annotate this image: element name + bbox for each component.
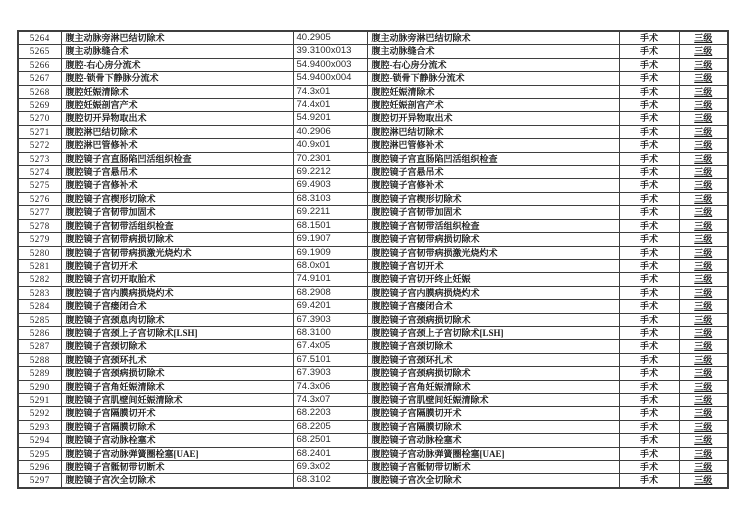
grade-cell: 三级 (679, 353, 728, 366)
grade-cell: 三级 (679, 99, 728, 112)
sequence-number-cell: 5288 (18, 353, 61, 366)
procedure-name-cell: 腹主动脉缝合术 (61, 45, 293, 58)
procedure-code-cell: 68.2908 (293, 286, 367, 299)
category-cell: 手术 (619, 474, 679, 488)
grade-cell: 三级 (679, 273, 728, 286)
table-row (18, 474, 728, 488)
grade-cell: 三级 (679, 367, 728, 380)
grade-cell: 三级 (679, 152, 728, 165)
sequence-number-cell: 5289 (18, 367, 61, 380)
table-row (18, 179, 728, 192)
procedure-name-cell: 腹腔镜子宫韧带活组织检查 (61, 219, 293, 232)
procedure-code-cell: 67.3903 (293, 313, 367, 326)
grade-cell: 三级 (679, 434, 728, 447)
standard-procedure-name-cell: 腹腔镜子宫颈切除术 (367, 340, 619, 353)
table-row (18, 233, 728, 246)
procedure-code-cell: 40.9x01 (293, 139, 367, 152)
sequence-number-cell: 5265 (18, 45, 61, 58)
table-row (18, 219, 728, 232)
category-cell: 手术 (619, 367, 679, 380)
standard-procedure-name-cell: 腹腔镜子宫直肠陷凹活组织检查 (367, 152, 619, 165)
category-cell: 手术 (619, 300, 679, 313)
category-cell: 手术 (619, 31, 679, 45)
table-row (18, 326, 728, 339)
sequence-number-cell: 5282 (18, 273, 61, 286)
procedure-code-cell: 54.9400x003 (293, 58, 367, 71)
procedure-name-cell: 腹腔镜子宫骶韧带切断术 (61, 461, 293, 474)
procedure-name-cell: 腹腔镜子宫切开取胎术 (61, 273, 293, 286)
standard-procedure-name-cell: 腹腔镜子宫瘘闭合术 (367, 300, 619, 313)
category-cell: 手术 (619, 233, 679, 246)
table-row (18, 152, 728, 165)
procedure-name-cell: 腹腔镜子宫次全切除术 (61, 474, 293, 488)
standard-procedure-name-cell: 腹腔镜子宫次全切除术 (367, 474, 619, 488)
sequence-number-cell: 5279 (18, 233, 61, 246)
category-cell: 手术 (619, 393, 679, 406)
grade-cell: 三级 (679, 219, 728, 232)
standard-procedure-name-cell: 腹腔镜子宫切开术 (367, 259, 619, 272)
procedure-table-body (18, 31, 728, 488)
standard-procedure-name-cell: 腹腔妊娠清除术 (367, 85, 619, 98)
category-cell: 手术 (619, 434, 679, 447)
sequence-number-cell: 5287 (18, 340, 61, 353)
standard-procedure-name-cell: 腹主动脉缝合术 (367, 45, 619, 58)
category-cell: 手术 (619, 99, 679, 112)
procedure-name-cell: 腹腔镜子宫直肠陷凹活组织检查 (61, 152, 293, 165)
table-row (18, 85, 728, 98)
procedure-name-cell: 腹腔镜子宫颈切除术 (61, 340, 293, 353)
table-row (18, 206, 728, 219)
standard-procedure-name-cell: 腹腔镜子宫韧带加固术 (367, 206, 619, 219)
standard-procedure-name-cell: 腹腔镜子宫修补术 (367, 179, 619, 192)
standard-procedure-name-cell: 腹腔镜子宫肌壁间妊娠清除术 (367, 393, 619, 406)
table-row (18, 434, 728, 447)
table-row (18, 367, 728, 380)
grade-cell: 三级 (679, 72, 728, 85)
table-row (18, 380, 728, 393)
category-cell: 手术 (619, 246, 679, 259)
procedure-code-cell: 68.3103 (293, 192, 367, 205)
category-cell: 手术 (619, 45, 679, 58)
standard-procedure-name-cell: 腹腔镜子宫隔膜切开术 (367, 407, 619, 420)
procedure-code-cell: 68.2203 (293, 407, 367, 420)
grade-cell: 三级 (679, 125, 728, 138)
standard-procedure-name-cell: 腹腔镜子宫韧带病损切除术 (367, 233, 619, 246)
sequence-number-cell: 5272 (18, 139, 61, 152)
procedure-code-cell: 68.3100 (293, 326, 367, 339)
category-cell: 手术 (619, 420, 679, 433)
procedure-name-cell: 腹腔淋巴结切除术 (61, 125, 293, 138)
category-cell: 手术 (619, 85, 679, 98)
table-row (18, 166, 728, 179)
procedure-code-cell: 74.9101 (293, 273, 367, 286)
sequence-number-cell: 5291 (18, 393, 61, 406)
procedure-code-cell: 69.3x02 (293, 461, 367, 474)
sequence-number-cell: 5295 (18, 447, 61, 460)
grade-cell: 三级 (679, 31, 728, 45)
procedure-name-cell: 腹腔妊娠剖宫产术 (61, 99, 293, 112)
sequence-number-cell: 5270 (18, 112, 61, 125)
grade-cell: 三级 (679, 85, 728, 98)
procedure-code-cell: 74.3x07 (293, 393, 367, 406)
table-row (18, 461, 728, 474)
standard-procedure-name-cell: 腹腔镜子宫骶韧带切断术 (367, 461, 619, 474)
grade-cell: 三级 (679, 447, 728, 460)
grade-cell: 三级 (679, 45, 728, 58)
sequence-number-cell: 5266 (18, 58, 61, 71)
category-cell: 手术 (619, 286, 679, 299)
grade-cell: 三级 (679, 300, 728, 313)
procedure-code-cell: 74.3x06 (293, 380, 367, 393)
procedure-code-cell: 68.2401 (293, 447, 367, 460)
table-row (18, 112, 728, 125)
sequence-number-cell: 5280 (18, 246, 61, 259)
grade-cell: 三级 (679, 340, 728, 353)
table-row (18, 192, 728, 205)
procedure-code-cell: 67.4x05 (293, 340, 367, 353)
standard-procedure-name-cell: 腹腔镜子宫韧带病损激光烧灼术 (367, 246, 619, 259)
sequence-number-cell: 5286 (18, 326, 61, 339)
table-row (18, 353, 728, 366)
category-cell: 手术 (619, 313, 679, 326)
category-cell: 手术 (619, 447, 679, 460)
grade-cell: 三级 (679, 246, 728, 259)
standard-procedure-name-cell: 腹腔镜子宫悬吊术 (367, 166, 619, 179)
procedure-code-cell: 69.2211 (293, 206, 367, 219)
standard-procedure-name-cell: 腹腔镜子宫楔形切除术 (367, 192, 619, 205)
table-row (18, 125, 728, 138)
standard-procedure-name-cell: 腹主动脉旁淋巴结切除术 (367, 31, 619, 45)
grade-cell: 三级 (679, 474, 728, 488)
procedure-name-cell: 腹腔镜子宫肌壁间妊娠清除术 (61, 393, 293, 406)
sequence-number-cell: 5271 (18, 125, 61, 138)
standard-procedure-name-cell: 腹腔镜子宫颈环扎术 (367, 353, 619, 366)
grade-cell: 三级 (679, 259, 728, 272)
procedure-code-cell: 69.1907 (293, 233, 367, 246)
standard-procedure-name-cell: 腹腔淋巴结切除术 (367, 125, 619, 138)
table-row (18, 313, 728, 326)
sequence-number-cell: 5283 (18, 286, 61, 299)
category-cell: 手术 (619, 112, 679, 125)
procedure-code-cell: 74.3x01 (293, 85, 367, 98)
table-row (18, 72, 728, 85)
standard-procedure-name-cell: 腹腔镜子宫角妊娠清除术 (367, 380, 619, 393)
table-row (18, 286, 728, 299)
category-cell: 手术 (619, 192, 679, 205)
grade-cell: 三级 (679, 139, 728, 152)
procedure-name-cell: 腹腔镜子宫角妊娠清除术 (61, 380, 293, 393)
sequence-number-cell: 5275 (18, 179, 61, 192)
standard-procedure-name-cell: 腹腔镜子宫动脉栓塞术 (367, 434, 619, 447)
sequence-number-cell: 5269 (18, 99, 61, 112)
grade-cell: 三级 (679, 313, 728, 326)
procedure-name-cell: 腹腔淋巴管修补术 (61, 139, 293, 152)
sequence-number-cell: 5294 (18, 434, 61, 447)
procedure-code-cell: 67.3903 (293, 367, 367, 380)
procedure-code-cell: 69.1909 (293, 246, 367, 259)
table-row (18, 300, 728, 313)
grade-cell: 三级 (679, 58, 728, 71)
category-cell: 手术 (619, 179, 679, 192)
table-row (18, 246, 728, 259)
procedure-name-cell: 腹腔镜子宫悬吊术 (61, 166, 293, 179)
procedure-code-cell: 69.4201 (293, 300, 367, 313)
category-cell: 手术 (619, 259, 679, 272)
grade-cell: 三级 (679, 407, 728, 420)
table-row (18, 393, 728, 406)
standard-procedure-name-cell: 腹腔切开异物取出术 (367, 112, 619, 125)
category-cell: 手术 (619, 152, 679, 165)
category-cell: 手术 (619, 139, 679, 152)
standard-procedure-name-cell: 腹腔淋巴管修补术 (367, 139, 619, 152)
procedure-code-cell: 40.2906 (293, 125, 367, 138)
category-cell: 手术 (619, 58, 679, 71)
procedure-name-cell: 腹腔镜子宫动脉栓塞术 (61, 434, 293, 447)
standard-procedure-name-cell: 腹腔镜子宫韧带活组织检查 (367, 219, 619, 232)
standard-procedure-name-cell: 腹腔镜子宫颈上子宫切除术[LSH] (367, 326, 619, 339)
grade-cell: 三级 (679, 461, 728, 474)
sequence-number-cell: 5277 (18, 206, 61, 219)
category-cell: 手术 (619, 125, 679, 138)
procedure-name-cell: 腹腔镜子宫楔形切除术 (61, 192, 293, 205)
table-row (18, 99, 728, 112)
sequence-number-cell: 5264 (18, 31, 61, 45)
procedure-code-cell: 68.0x01 (293, 259, 367, 272)
procedure-name-cell: 腹腔镜子宫颈病损切除术 (61, 367, 293, 380)
procedure-code-cell: 69.4903 (293, 179, 367, 192)
procedure-code-cell: 54.9201 (293, 112, 367, 125)
table-row (18, 58, 728, 71)
procedure-name-cell: 腹腔镜子宫动脉弹簧圈栓塞[UAE] (61, 447, 293, 460)
procedure-code-cell: 39.3100x013 (293, 45, 367, 58)
table-row (18, 340, 728, 353)
table-row (18, 420, 728, 433)
standard-procedure-name-cell: 腹腔镜子宫颈病损切除术 (367, 367, 619, 380)
procedure-name-cell: 腹腔镜子宫韧带病损激光烧灼术 (61, 246, 293, 259)
category-cell: 手术 (619, 380, 679, 393)
category-cell: 手术 (619, 206, 679, 219)
grade-cell: 三级 (679, 233, 728, 246)
category-cell: 手术 (619, 273, 679, 286)
category-cell: 手术 (619, 407, 679, 420)
grade-cell: 三级 (679, 380, 728, 393)
procedure-name-cell: 腹腔镜子宫韧带加固术 (61, 206, 293, 219)
procedure-name-cell: 腹腔镜子宫切开术 (61, 259, 293, 272)
procedure-name-cell: 腹腔镜子宫瘘闭合术 (61, 300, 293, 313)
category-cell: 手术 (619, 72, 679, 85)
procedure-name-cell: 腹腔镜子宫隔膜切开术 (61, 407, 293, 420)
procedure-name-cell: 腹腔镜子宫颈息肉切除术 (61, 313, 293, 326)
procedure-name-cell: 腹腔镜子宫颈上子宫切除术[LSH] (61, 326, 293, 339)
standard-procedure-name-cell: 腹腔镜子宫隔膜切除术 (367, 420, 619, 433)
procedure-code-cell: 68.3102 (293, 474, 367, 488)
sequence-number-cell: 5292 (18, 407, 61, 420)
procedure-name-cell: 腹腔镜子宫内膜病损烧灼术 (61, 286, 293, 299)
category-cell: 手术 (619, 219, 679, 232)
standard-procedure-name-cell: 腹腔镜子宫内膜病损烧灼术 (367, 286, 619, 299)
table-row (18, 31, 728, 45)
grade-cell: 三级 (679, 326, 728, 339)
procedure-name-cell: 腹腔切开异物取出术 (61, 112, 293, 125)
grade-cell: 三级 (679, 192, 728, 205)
standard-procedure-name-cell: 腹腔-右心房分流术 (367, 58, 619, 71)
sequence-number-cell: 5284 (18, 300, 61, 313)
sequence-number-cell: 5273 (18, 152, 61, 165)
table-row (18, 273, 728, 286)
sequence-number-cell: 5267 (18, 72, 61, 85)
procedure-name-cell: 腹腔-右心房分流术 (61, 58, 293, 71)
grade-cell: 三级 (679, 166, 728, 179)
sequence-number-cell: 5281 (18, 259, 61, 272)
table-row (18, 139, 728, 152)
grade-cell: 三级 (679, 179, 728, 192)
table-row (18, 45, 728, 58)
category-cell: 手术 (619, 326, 679, 339)
procedure-code-cell: 40.2905 (293, 31, 367, 45)
grade-cell: 三级 (679, 420, 728, 433)
procedure-code-cell: 68.2205 (293, 420, 367, 433)
standard-procedure-name-cell: 腹腔镜子宫切开终止妊娠 (367, 273, 619, 286)
category-cell: 手术 (619, 353, 679, 366)
sequence-number-cell: 5276 (18, 192, 61, 205)
grade-cell: 三级 (679, 393, 728, 406)
grade-cell: 三级 (679, 286, 728, 299)
sequence-number-cell: 5278 (18, 219, 61, 232)
standard-procedure-name-cell: 腹腔镜子宫动脉弹簧圈栓塞[UAE] (367, 447, 619, 460)
table-row (18, 407, 728, 420)
procedure-code-cell: 74.4x01 (293, 99, 367, 112)
sequence-number-cell: 5285 (18, 313, 61, 326)
sequence-number-cell: 5297 (18, 474, 61, 488)
procedure-code-cell: 68.1501 (293, 219, 367, 232)
procedure-name-cell: 腹腔妊娠清除术 (61, 85, 293, 98)
category-cell: 手术 (619, 340, 679, 353)
procedure-code-cell: 67.5101 (293, 353, 367, 366)
standard-procedure-name-cell: 腹腔妊娠剖宫产术 (367, 99, 619, 112)
procedure-code-cell: 69.2212 (293, 166, 367, 179)
grade-cell: 三级 (679, 112, 728, 125)
procedure-code-cell: 54.9400x004 (293, 72, 367, 85)
table-row (18, 447, 728, 460)
category-cell: 手术 (619, 166, 679, 179)
sequence-number-cell: 5274 (18, 166, 61, 179)
sequence-number-cell: 5290 (18, 380, 61, 393)
sequence-number-cell: 5293 (18, 420, 61, 433)
procedure-table (17, 30, 729, 489)
procedure-name-cell: 腹腔镜子宫隔膜切除术 (61, 420, 293, 433)
category-cell: 手术 (619, 461, 679, 474)
procedure-name-cell: 腹腔-锁骨下静脉分流术 (61, 72, 293, 85)
grade-cell: 三级 (679, 206, 728, 219)
procedure-name-cell: 腹主动脉旁淋巴结切除术 (61, 31, 293, 45)
sequence-number-cell: 5296 (18, 461, 61, 474)
procedure-name-cell: 腹腔镜子宫修补术 (61, 179, 293, 192)
table-row (18, 259, 728, 272)
procedure-name-cell: 腹腔镜子宫颈环扎术 (61, 353, 293, 366)
standard-procedure-name-cell: 腹腔-锁骨下静脉分流术 (367, 72, 619, 85)
standard-procedure-name-cell: 腹腔镜子宫颈病损切除术 (367, 313, 619, 326)
procedure-code-cell: 68.2501 (293, 434, 367, 447)
procedure-name-cell: 腹腔镜子宫韧带病损切除术 (61, 233, 293, 246)
procedure-code-cell: 70.2301 (293, 152, 367, 165)
sequence-number-cell: 5268 (18, 85, 61, 98)
